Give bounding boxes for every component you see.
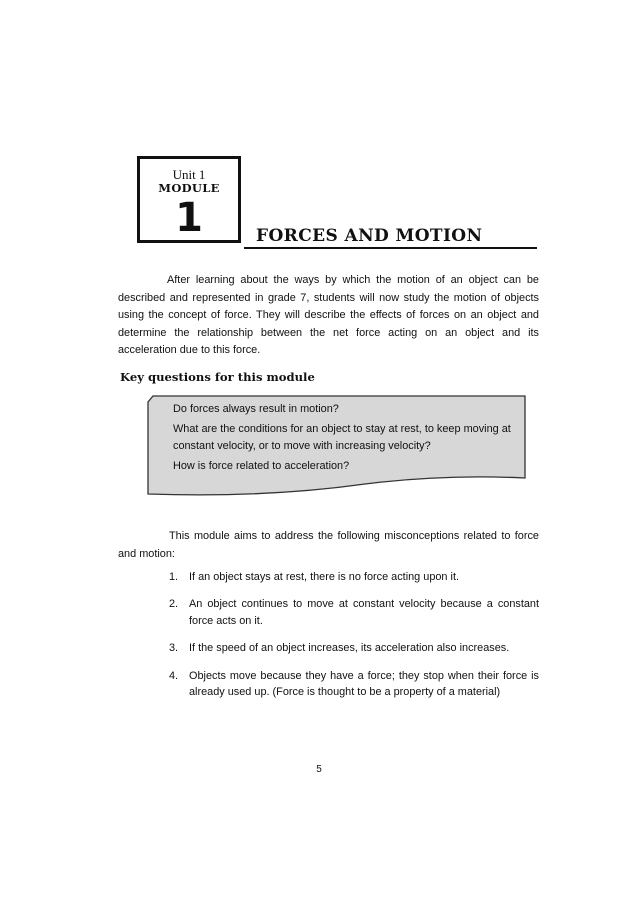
- key-questions-heading: Key questions for this module: [120, 370, 315, 384]
- list-item: [169, 640, 539, 656]
- key-questions-list: [173, 401, 523, 479]
- list-number: 2.: [169, 598, 179, 611]
- list-number: 4.: [169, 669, 179, 682]
- list-item: How is force related to acceleration?: [173, 460, 350, 473]
- list-text: Objects move because they have a force; they stop when their force is already used up. (Force is thought to be a property of a material): [189, 669, 539, 699]
- list-number: 3.: [169, 642, 179, 655]
- title-underline: [244, 247, 537, 249]
- misconceptions-list: [169, 569, 539, 711]
- module-title: FORCES AND MOTION: [256, 226, 483, 246]
- misconceptions-intro: This module aims to address the following misconceptions related to force and motion:: [118, 530, 539, 560]
- list-item: Do forces always result in motion?: [173, 403, 339, 415]
- list-text: If an object stays at rest, there is no force acting upon it.: [189, 571, 459, 583]
- module-label: MODULE: [158, 181, 220, 195]
- list-number: 1.: [169, 571, 179, 583]
- unit-label: Unit 1: [172, 167, 206, 182]
- list-item: [169, 569, 539, 585]
- intro-paragraph: After learning about the ways by which the motion of an object can be described and represented in grade 7, students will now study the motion of objects using the concept of force. They will describe the effects of forces on an object and determine the relationship between the net force acting on an object and its acceleration due to this force.: [118, 274, 539, 357]
- list-item: What are the conditions for an object to stay at rest, to keep moving at constant velocity, or to move with increasing velocity?: [173, 423, 511, 452]
- list-item: [169, 668, 539, 701]
- module-number: 1: [175, 195, 203, 241]
- list-item: [169, 596, 539, 629]
- page-number: 5: [316, 764, 322, 775]
- list-text: An object continues to move at constant velocity because a constant force acts on it.: [189, 598, 539, 627]
- module-label-box: [137, 156, 241, 243]
- list-text: If the speed of an object increases, its acceleration also increases.: [189, 642, 510, 655]
